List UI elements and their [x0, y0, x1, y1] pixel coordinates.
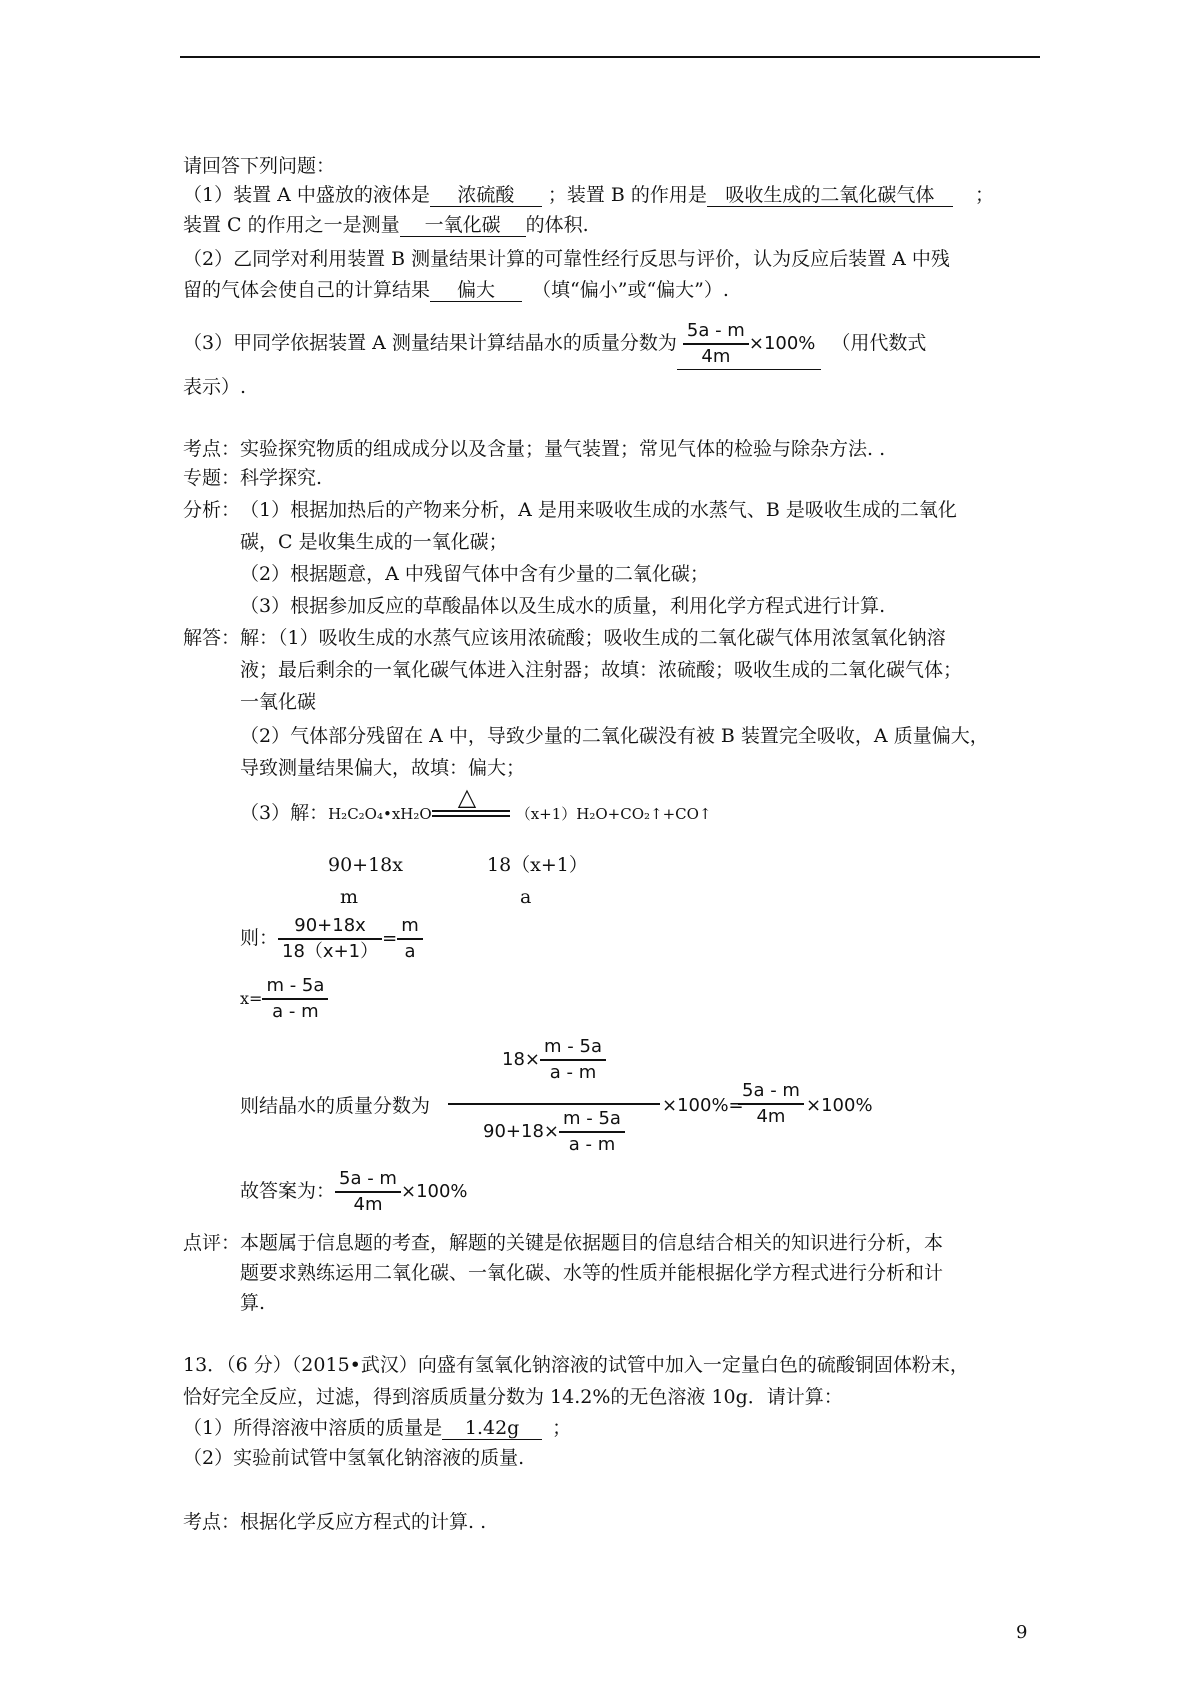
answer-blank-3: 一氧化碳 [400, 214, 526, 237]
question-2-line-2: 留的气体会使自己的计算结果 偏大 （填“偏小”或“偏大”）. [183, 279, 729, 301]
compound-fraction-bar [448, 1103, 660, 1105]
compound-numerator: 18× $\frac{m - 5a}{a - m}$ [448, 1035, 660, 1089]
page: 请回答下列问题： （1）装置 A 中盛放的液体是 浓硫酸 ；装置 B 的作用是 吸收生成的二氧化碳气体 ； 装置 C 的作用之一是测量 一氧化碳 的体积. （2）乙同学对利用装置 B 测量结果计算的可靠性经行反思与评价，认为反应后装置 A 中残 留的气体会使自己的计算结果 偏大 （填“偏小”或“偏大”）. （3）甲同学依据装置 A 测量结果计算结晶水的质量分数为 $\frac{5a - m}{4m}$ ×100% （用代数式 表示）. 考点：实验探究物质的组成成分以及含量；量气装置；常见气体的检验与除杂方法. . 专题：科学探究. 分析： （1）根据加热后的产物来分析，A 是用来吸收生成的水蒸气、B 是吸收生成的二氧化 碳，C 是收集生成的一氧化碳； （2）根据题意，A 中残留气体中含有少量的二氧化碳； （3）根据参加反应的草酸晶体以及生成水的质量，利用化学方程式进行计算. 解答： 解：（1）吸收生成的水蒸气应该用浓硫酸；吸收生成的二氧化碳气体用浓氢氧化钠溶 液；最后剩余的一氧化碳气体进入注射器；故填：浓硫酸；吸收生成的二氧化碳气体； 一氧化碳 （2）气体部分残留在 A 中，导致少量的二氧化碳没有被 B 装置完全吸收，A 质量偏大， 导致测量结果偏大，故填：偏大； （3）解：H₂C₂O₄•xH₂O △ （x+1）H₂O+CO₂↑+CO↑ 90+18x 18（x+1） m a 则： $\frac{90+18x}{18(x+1)}$ = $\frac{m}{a}$ x= $\frac{m - 5a}{a - m}$ 则结晶水的质量分数为 18× $\frac{m - 5a}{a - m}$ 90+18× $\frac{m - 5a}{a - m}$ ×100%= $\frac{5a - m}{4m}$ ×100% 故答案为： $\frac{5a - m}{4m}$ ×100% 点评：本题属于信息题的考查，解题的关键是依据题目的信息结合相关的知识进行分析，本 题要求熟练运用二氧化碳、一氧化碳、水等的性质并能根据化学方程式进行分析和计 算. 13．（6 分）（2015•武汉）向盛有氢氧化钠溶液的试管中加入一定量白色的硫酸铜固体粉末， 恰好完全反应，过滤，得到溶质质量分数为 14.2%的无色溶液 10g．请计算： （1）所得溶液中溶质的质量是 1.42g ； （2）实验前试管中氢氧化钠溶液的质量. 考点：根据化学反应方程式的计算. . 9 [0, 0, 1200, 1698]
header-rule [180, 56, 1040, 58]
question-2-line-1: （2）乙同学对利用装置 B 测量结果计算的可靠性经行反思与评价，认为反应后装置 A 中残 [183, 248, 950, 270]
q13-part-2: （2）实验前试管中氢氧化钠溶液的质量. [183, 1447, 525, 1469]
fenxi-line-3: （3）根据参加反应的草酸晶体以及生成水的质量，利用化学方程式进行计算. [240, 595, 886, 617]
water-fraction-result: $\frac{5a - m}{4m}$ [738, 1079, 804, 1129]
heating-condition [432, 783, 510, 824]
ratio-fraction-left: $\frac{90+18x}{18(x+1)}$ [278, 914, 382, 964]
fenxi-line-1: （1）根据加热后的产物来分析，A 是用来吸收生成的水蒸气、B 是吸收生成的二氧化 [240, 499, 957, 521]
dianping-line-2: 题要求熟练运用二氧化碳、一氧化碳、水等的性质并能根据化学方程式进行分析和计 [240, 1262, 944, 1284]
jieda-line-1c: 一氧化碳 [240, 691, 317, 713]
fenxi-line-1b: 碳，C 是收集生成的一氧化碳； [240, 531, 508, 553]
jieda-label: 解答： [183, 627, 241, 649]
answer-blank-1: 浓硫酸 [430, 184, 542, 207]
jieda-line-1b: 液；最后剩余的一氧化碳气体进入注射器；故填：浓硫酸；吸收生成的二氧化碳气体； [240, 659, 963, 681]
x-solution-line: x= $\frac{m - 5a}{a - m}$ [240, 972, 328, 1025]
equation-line: （3）解：H₂C₂O₄•xH₂O △ （x+1）H₂O+CO₂↑+CO↑ [240, 783, 712, 824]
answer-blank-6: 1.42g [442, 1417, 542, 1440]
question-3-line-2: 表示）. [183, 376, 247, 398]
dianping-line-3: 算. [240, 1292, 266, 1314]
mass-90-18x: 90+18x [328, 854, 403, 876]
answer-blank-4: 偏大 [430, 279, 522, 302]
final-answer-line: 故答案为： $\frac{5a - m}{4m}$ ×100% [240, 1168, 468, 1215]
jieda-line-2: （2）气体部分残留在 A 中，导致少量的二氧化碳没有被 B 装置完全吸收，A 质量偏大， [240, 725, 989, 747]
lead-text: 请回答下列问题： [183, 155, 336, 177]
q13-line-1: 13．（6 分）（2015•武汉）向盛有氢氧化钠溶液的试管中加入一定量白色的硫酸铜固体粉末， [183, 1354, 969, 1376]
final-answer-fraction: $\frac{5a - m}{4m}$ [335, 1167, 401, 1217]
compound-denominator: 90+18× $\frac{m - 5a}{a - m}$ [448, 1107, 660, 1161]
dianping-line-1: 点评：本题属于信息题的考查，解题的关键是依据题目的信息结合相关的知识进行分析，本 [183, 1232, 944, 1254]
question-3-line-1: （3）甲同学依据装置 A 测量结果计算结晶水的质量分数为 $\frac{5a - m}{4m}$ ×100% （用代数式 [183, 317, 926, 370]
value-m: m [340, 886, 359, 908]
question-1-line-2: 装置 C 的作用之一是测量 一氧化碳 的体积. [183, 214, 589, 236]
page-number: 9 [1016, 1622, 1028, 1643]
jieda-line-2b: 导致测量结果偏大，故填：偏大； [240, 757, 526, 779]
fenxi-line-2: （2）根据题意，A 中残留气体中含有少量的二氧化碳； [240, 563, 709, 585]
ratio-fraction-right: $\frac{m}{a}$ [397, 914, 423, 964]
ratio-line: 则： $\frac{90+18x}{18(x+1)}$ = $\frac{m}{a}$ [240, 912, 423, 965]
x-fraction: $\frac{m - 5a}{a - m}$ [262, 974, 328, 1024]
heat-triangle-icon: △ [457, 783, 477, 811]
question-1-line-1: （1）装置 A 中盛放的液体是 浓硫酸 ；装置 B 的作用是 吸收生成的二氧化碳气体 ； [183, 184, 994, 206]
double-line-top [432, 810, 510, 812]
answer-blank-2: 吸收生成的二氧化碳气体 [707, 184, 953, 207]
equation-right: （x+1）H₂O+CO₂↑+CO↑ [515, 805, 712, 823]
equation-left: H₂C₂O₄•xH₂O [328, 805, 432, 823]
value-a: a [520, 886, 532, 908]
mass-18-x1: 18（x+1） [487, 854, 588, 876]
fenxi-label: 分析： [183, 499, 241, 521]
zhuanti-line: 专题：科学探究. [183, 467, 323, 489]
jieda-line-1: 解：（1）吸收生成的水蒸气应该用浓硫酸；吸收生成的二氧化碳气体用浓氢氧化钠溶 [240, 627, 946, 649]
q13-part-1: （1）所得溶液中溶质的质量是 1.42g ； [183, 1417, 572, 1439]
answer-blank-5: $\frac{5a - m}{4m}$ ×100% [677, 319, 822, 370]
q13-line-2: 恰好完全反应，过滤，得到溶质质量分数为 14.2%的无色溶液 10g．请计算： [183, 1386, 843, 1408]
answer-fraction: $\frac{5a - m}{4m}$ [683, 319, 749, 369]
double-line-bottom [432, 815, 510, 817]
q13-kaodian: 考点：根据化学反应方程式的计算. . [183, 1511, 487, 1533]
kaodian-line: 考点：实验探究物质的组成成分以及含量；量气装置；常见气体的检验与除杂方法. . [183, 438, 886, 460]
compound-fraction [448, 1035, 660, 1161]
